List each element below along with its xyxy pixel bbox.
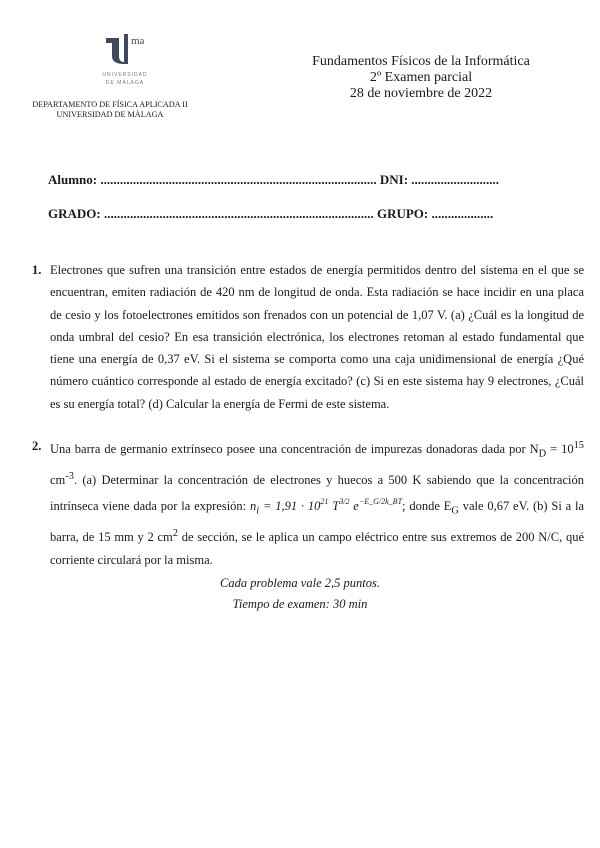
student-dni-field[interactable]: Alumno: ..................................................................................... DNI: ...........................	[48, 172, 500, 187]
course-title: Fundamentos Físicos de la Informática	[312, 54, 530, 69]
exam-date: 28 de noviembre de 2022	[349, 86, 493, 101]
time-note: Tiempo de examen: 30 min	[232, 597, 368, 611]
university-name-line1: UNIVERSIDAD	[102, 72, 148, 78]
intrinsic-concentration-formula: $n_i = 1,91 \cdot 10^{21}$ $T^{3/2}$ $e^{-E\_G/2k\_BT}$	[250, 497, 403, 517]
problem-1	[32, 259, 584, 415]
uma-logo-icon	[98, 32, 168, 66]
problem-text: Una barra de germanio extrínseco posee una concentración de impurezas donadoras dada por $N_D = 10^{15}$ $cm^{-3}$. (a) Determinar la concentración de electrones y huecos a 500 K sabiendo que la concentración intrínseca viene dada por la expresión: $n_i = 1,91 \cdot 10^{21}$ $T^{3/2}$ $e^{-E\_G/2k\_BT}$; donde $E_G$ vale 0,67 eV. (b) Si a la barra, de 15 mm y 2 $cm^2$ de sección, se le aplica un campo eléctrico entre sus extremos de 200 N/C, qué corriente circulará por la misma.	[50, 440, 585, 567]
problem-text: Electrones que sufren una transición entre estados de energía permitidos dentro del sistema en el que se encuentran, emiten radiación de 420 nm de longitud de onda. Esta radiación se hace incidir en una placa de cesio y los fotoelectrones emitidos son frenados con un potencial de 1,07 V. (a) ¿Cuál es la longitud de onda umbral del cesio? En esa transición electrónica, los electrones retoman al estado fundamental que tiene una energía de 0,37 eV. Si el sistema se comporta como una caja unidimensional de energía ¿Qué número cuántico corresponde al estado de energía excitado? (c) Si en este sistema hay 9 electrones, ¿Cuál es su energía total? (d) Calcular la energía de Fermi de este sistema.	[50, 263, 584, 411]
problem-number: 2.	[32, 439, 42, 453]
grade-group-field[interactable]: GRADO: ................................................................................... GRUPO: ...................	[48, 206, 494, 221]
department-name: DEPARTAMENTO DE FÍSICA APLICADA II	[32, 100, 188, 109]
problem-number: 1.	[32, 263, 42, 277]
department-block	[22, 100, 198, 120]
exam-title: 2º Examen parcial	[369, 70, 473, 85]
department-university: UNIVERSIDAD DE MÁLAGA	[56, 110, 164, 119]
university-name-line2: DE MÁLAGA	[105, 80, 145, 86]
logo-mark: ma	[131, 35, 145, 47]
points-note: Cada problema vale 2,5 puntos.	[220, 576, 380, 590]
problem-2	[32, 435, 584, 571]
exam-header	[290, 54, 552, 102]
